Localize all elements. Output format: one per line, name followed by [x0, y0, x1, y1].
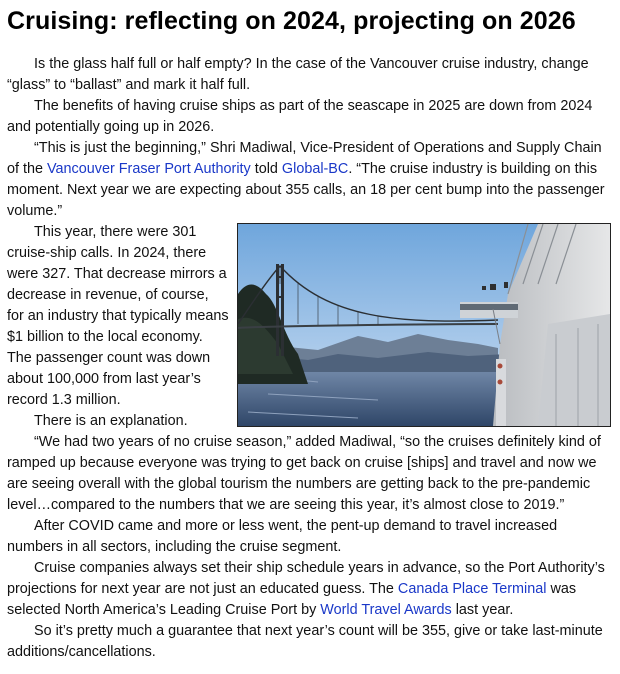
paragraph-8-text-a: Cruise companies always set their ship schedule years in advance, so the Port Authority’s projections for next year are not just an educated guess. The: [7, 560, 605, 597]
paragraph-7: After COVID came and more or less went, the pent-up demand to travel increased numbers in all sectors, including the cruise segment.: [7, 518, 558, 555]
port-authority-link[interactable]: Vancouver Fraser Port Authority: [47, 161, 251, 177]
paragraph-8: [7, 558, 612, 621]
paragraph-4: This year, there were 301 cruise-ship calls. In 2024, there were 327. That decrease mirrors a decrease in revenue, of course, for an industry that typically means $1 billion to the local economy. The passenger count was down about 100,000 from last year’s record 1.3 million.: [7, 224, 229, 408]
paragraph-1: Is the glass half full or half empty? In the case of the Vancouver cruise industry, change “glass” to “ballast” and mark it half full.: [7, 56, 589, 93]
paragraph-3-text-c: . “The cruise industry is building on this moment. Next year we are expecting about 355 calls, an 18 per cent bump into the passenger volume.”: [7, 161, 605, 219]
paragraph-9: So it’s pretty much a guarantee that next year’s count will be 355, give or take last-minute additions/cancellations.: [7, 623, 603, 660]
paragraph-3: [7, 138, 612, 222]
paragraph-2: The benefits of having cruise ships as part of the seascape in 2025 are down from 2024 and potentially going up in 2026.: [7, 98, 593, 135]
global-bc-link[interactable]: Global-BC: [281, 161, 349, 177]
world-travel-awards-link[interactable]: World Travel Awards: [320, 602, 452, 618]
paragraph-3-text-b: told: [250, 161, 282, 177]
paragraph-8-text-c: last year.: [451, 602, 514, 618]
paragraph-3-text-a: “This is just the beginning,” Shri Madiwal, Vice-President of Operations and Supply Chain of the: [7, 140, 602, 177]
article-title: Cruising: reflecting on 2024, projecting on 2026: [7, 7, 576, 35]
canada-place-terminal-link[interactable]: Canada Place Terminal: [397, 581, 547, 597]
paragraph-6: “We had two years of no cruise season,” added Madiwal, “so the cruises definitely kind of ramped up because everyone was trying to get back on cruise [ships] and travel and now we are seeing overall with the global tourism the numbers are getting back to the pre-pandemic level…compared to the numbers that we are seeing this year, it’s almost close to 2019.”: [7, 434, 601, 513]
lions-gate-bridge-photo: [237, 223, 611, 427]
paragraph-5: There is an explanation.: [34, 413, 188, 429]
paragraph-8-text-b: was selected North America’s Leading Cruise Port by: [7, 581, 577, 618]
